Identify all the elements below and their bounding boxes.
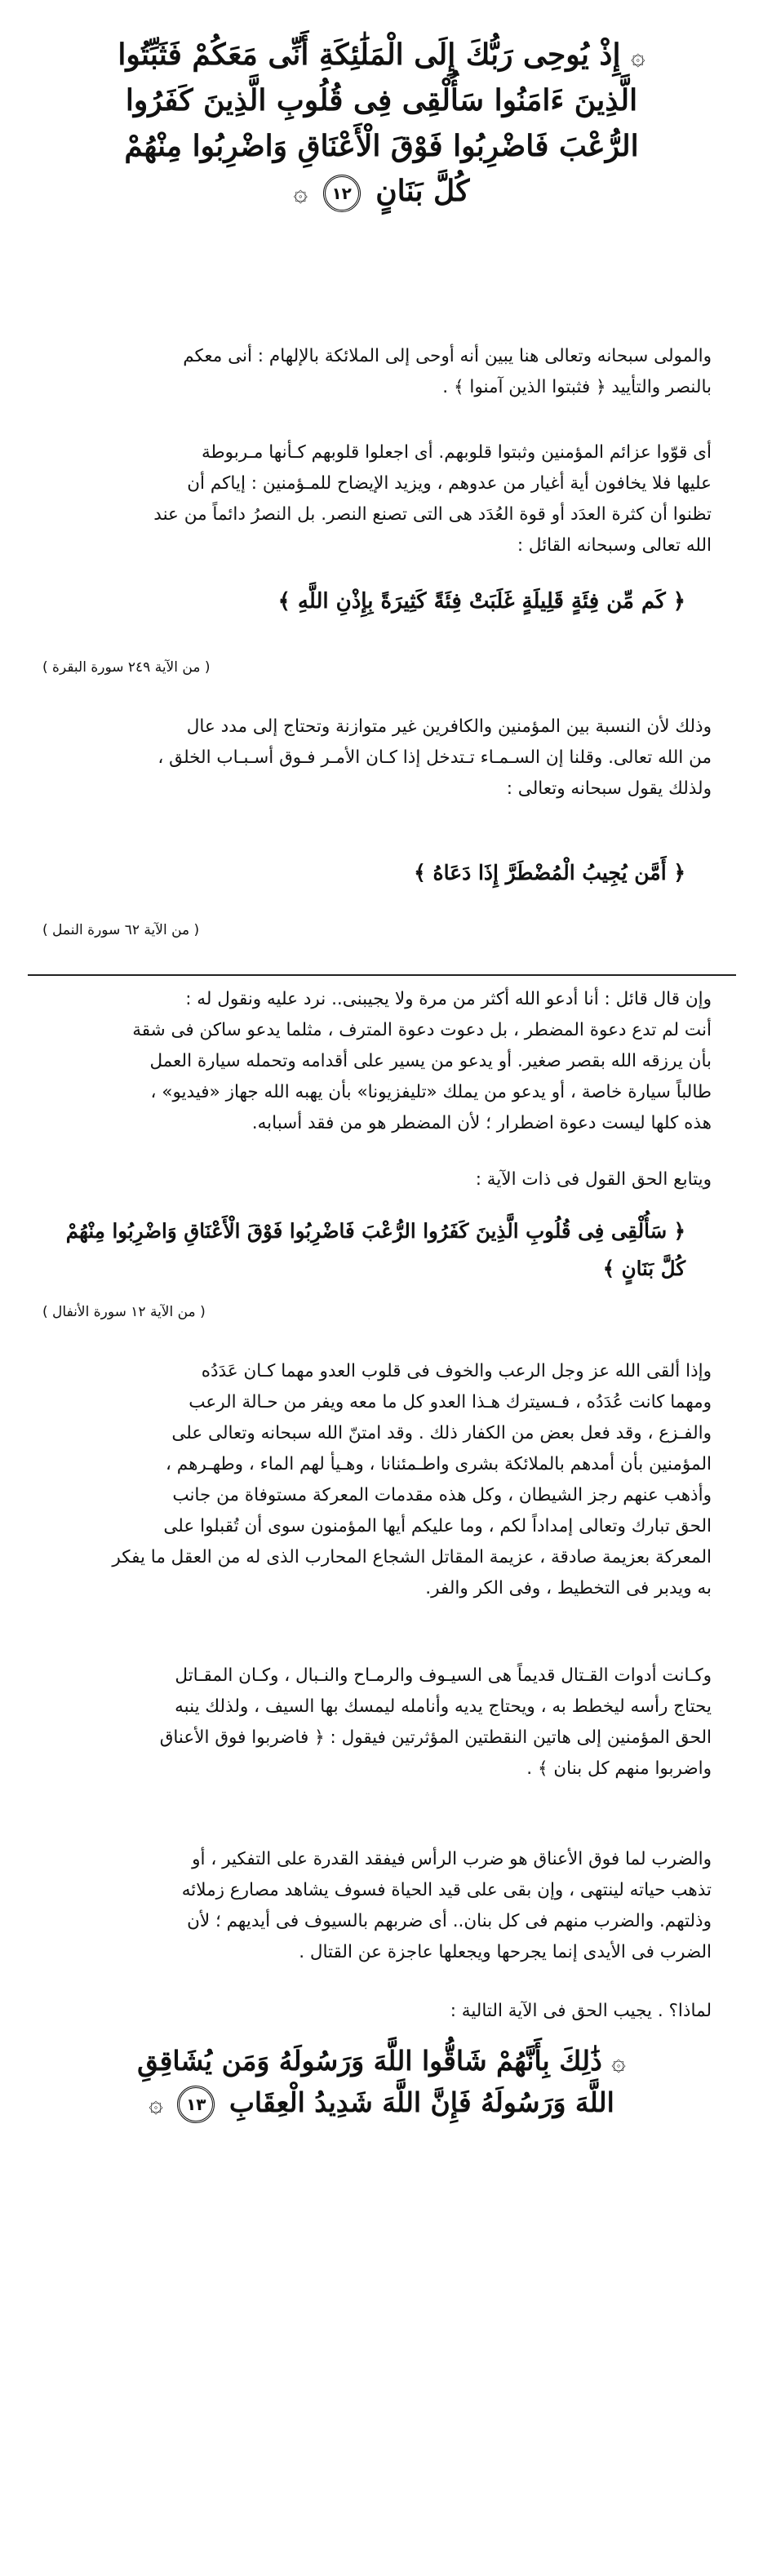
text-line: وذلتهم. والضرب منهم فى كل بنان.. أى ضربهم بالسيوف فى أيديهم ؛ لأن (187, 1911, 712, 1931)
text-line: وكـانت أدوات القـتال قديماً هى السيـوف والرمـاح والنـبال ، وكـان المقـاتل (175, 1665, 712, 1686)
paragraph (42, 984, 712, 1139)
verse-text: إِذْ يُوحِى رَبُّكَ إِلَى الْمَلَٰئِكَةِ أَنِّى مَعَكُمْ فَثَبِّتُوا (118, 38, 621, 72)
text-line: يحتاج رأسه ليخطط به ، ويحتاج يديه وأنامله ليمسك بها السيف ، ولذلك ينبه (175, 1696, 712, 1717)
verse-text: كُلَّ بَنَانٍ (375, 174, 470, 209)
text-line: ومهما كانت عُدَدُه ، فـسيترك هـذا العدو كل ما معه ويفر من حـالة الرعب (189, 1392, 712, 1412)
text-line: المعركة بعزيمة صادقة ، عزيمة المقاتل الشجاع المحارب الذى له من العقل ما يفكر (112, 1547, 712, 1567)
verse-line (73, 2040, 690, 2082)
verse-line: الَّذِينَ ءَامَنُوا سَأُلْقِى فِى قُلُوبِ الَّذِينَ كَفَرُوا (125, 82, 638, 117)
text-line: وأذهب عنهم رجز الشيطان ، وكل هذه مقدمات المعركة مستوفاة من جانب (172, 1485, 712, 1505)
text-line: الضرب فى الأيدى إنما يجرحها ويجعلها عاجزة عن القتال . (299, 1942, 712, 1962)
text-line: والضرب لما فوق الأعناق هو ضرب الرأس فيفقد القدرة على التفكير ، أو (192, 1849, 712, 1869)
text-line: تذهب حياته لينتهى ، وإن بقى على قيد الحياة فسوف يشاهد مصارع زملائه (181, 1880, 712, 1900)
verse-line (73, 2082, 690, 2123)
verse-number-badge: ١٢ (323, 175, 361, 212)
quran-quote (57, 1213, 685, 1288)
verse-block-13 (73, 2040, 690, 2124)
text-line: الحق المؤمنين إلى هاتين النقطتين المؤثرتين فيقول : ﴿ فاضربوا فوق الأعناق (159, 1727, 712, 1748)
text-line: طالباً سيارة خاصة ، أو يدعو من يملك «تليفزيونا» بأن يهبه الله جهاز «فيديو» ، (150, 1082, 712, 1102)
ornament-icon: ۞ (293, 179, 308, 208)
text-line: به ويدبر فى التخطيط ، وفى الكر والفر. (425, 1578, 712, 1598)
text-line: واضربوا منهم كل بنان ﴾ . (526, 1758, 712, 1779)
verse-line (73, 169, 690, 215)
text-line: أنت لم تدع دعوة المضطر ، بل دعوت دعوة المترف ، مثلما يدعو ساكن فى شقة (132, 1020, 712, 1040)
text-line: أى قوّوا عزائم المؤمنين وثبتوا قلوبهم. أى اجعلوا قلوبهم كـأنها مـربوطة (201, 442, 712, 463)
verse-text: اللَّهَ وَرَسُولَهُ فَإِنَّ اللَّهَ شَدِيدُ الْعِقَابِ (228, 2086, 614, 2119)
verse-block-12 (73, 33, 690, 215)
verse-line (73, 33, 690, 78)
paragraph (42, 341, 712, 403)
verse-number-badge: ١٣ (177, 2086, 215, 2123)
text-line: الله تعالى وسبحانه القائل : (517, 535, 712, 556)
quran-quote: ﴿ أَمَّن يُجِيبُ الْمُضْطَرَّ إِذَا دَعَاهُ ﴾ (414, 861, 685, 885)
text-line: والمولى سبحانه وتعالى هنا يبين أنه أوحى إلى الملائكة بالإلهام : أنى معكم (183, 346, 712, 366)
text-line: عليها فلا يخافون أية أغيار من عدوهم ، ويزيد الإيضاح للمـؤمنين : إياكم أن (187, 473, 712, 494)
verse-line: الرُّعْبَ فَاضْرِبُوا فَوْقَ الْأَعْنَاقِ وَاضْرِبُوا مِنْهُمْ (124, 128, 639, 163)
text-line: الحق تبارك وتعالى إمداداً لكم ، وما عليكم أيها المؤمنون سوى أن تُقبلوا على (163, 1516, 712, 1536)
text-line: هذه كلها ليست دعوة اضطرار ؛ لأن المضطر هو من فقد أسبابه. (251, 1113, 712, 1133)
text-line: من الله تعالى. وقلنا إن السـمـاء تـتدخل إذا كـان الأمـر فـوق أسـبـاب الخلق ، (157, 747, 712, 768)
ornament-icon: ۞ (611, 2047, 626, 2077)
paragraph (42, 1356, 712, 1604)
text-line: بالنصر والتأييد ﴿ فثبتوا الذين آمنوا ﴾ . (442, 377, 712, 397)
verse-source: ( من الآية ١٢ سورة الأنفال ) (42, 1304, 206, 1320)
quote-line: كُلَّ بَنَانٍ ﴾ (602, 1257, 685, 1280)
text-line: تظنوا أن كثرة العدَد أو قوة العُدَد هى التى تصنع النصر. بل النصرُ دائماً من عند (153, 504, 712, 525)
text-line: المؤمنين بأن أمدهم بالملائكة بشرى واطـمئنانا ، وهـيأ لهم الماء ، وطهـرهم ، (166, 1454, 712, 1474)
verse-text: ذَٰلِكَ بِأَنَّهُمْ شَاقُّوا اللَّهَ وَرَسُولَهُ وَمَن يُشَاقِقِ (137, 2045, 602, 2077)
paragraph (42, 1844, 712, 1968)
text-line: لماذا؟ . يجيب الحق فى الآية التالية : (450, 2001, 712, 2021)
text-line: ويتابع الحق القول فى ذات الآية : (475, 1169, 712, 1190)
text-line: ولذلك يقول سبحانه وتعالى : (506, 778, 712, 799)
paragraph (42, 1996, 712, 2027)
ornament-icon: ۞ (149, 2090, 163, 2118)
verse-source: ( من الآية ٦٢ سورة النمل ) (42, 922, 200, 938)
quran-quote: ﴿ كَم مِّن فِئَةٍ قَلِيلَةٍ غَلَبَتْ فِئَةً كَثِيرَةً بِإِذْنِ اللَّهِ ﴾ (277, 589, 685, 614)
paragraph (42, 712, 712, 805)
paragraph (42, 437, 712, 561)
text-line: وإن قال قائل : أنا أدعو الله أكثر من مرة ولا يجيبنى.. نرد عليه ونقول له : (185, 989, 712, 1009)
ornament-icon: ۞ (631, 42, 645, 71)
page-divider (28, 974, 736, 976)
text-line: والفـزع ، وقد فعل بعض من الكفار ذلك . وقد امتنّ الله سبحانه وتعالى على (171, 1423, 712, 1443)
verse-source: ( من الآية ٢٤٩ سورة البقرة ) (42, 659, 211, 676)
text-line: وذلك لأن النسبة بين المؤمنين والكافرين غير متوازنة وتحتاج إلى مدد عال (186, 716, 712, 737)
paragraph (42, 1164, 712, 1195)
quote-line: ﴿ سَأُلْقِى فِى قُلُوبِ الَّذِينَ كَفَرُوا الرُّعْبَ فَاضْرِبُوا فَوْقَ الْأَعْنَاقِ وَاضْرِبُوا مِنْهُمْ (65, 1219, 685, 1243)
paragraph (42, 1660, 712, 1785)
text-line: بأن يرزقه الله بقصر صغير. أو يدعو من يسير على أقدامه وتحمله سيارة العمل (149, 1051, 712, 1071)
text-line: وإذا ألقى الله عز وجل الرعب والخوف فى قلوب العدو مهما كـان عَدَدُه (201, 1361, 712, 1381)
